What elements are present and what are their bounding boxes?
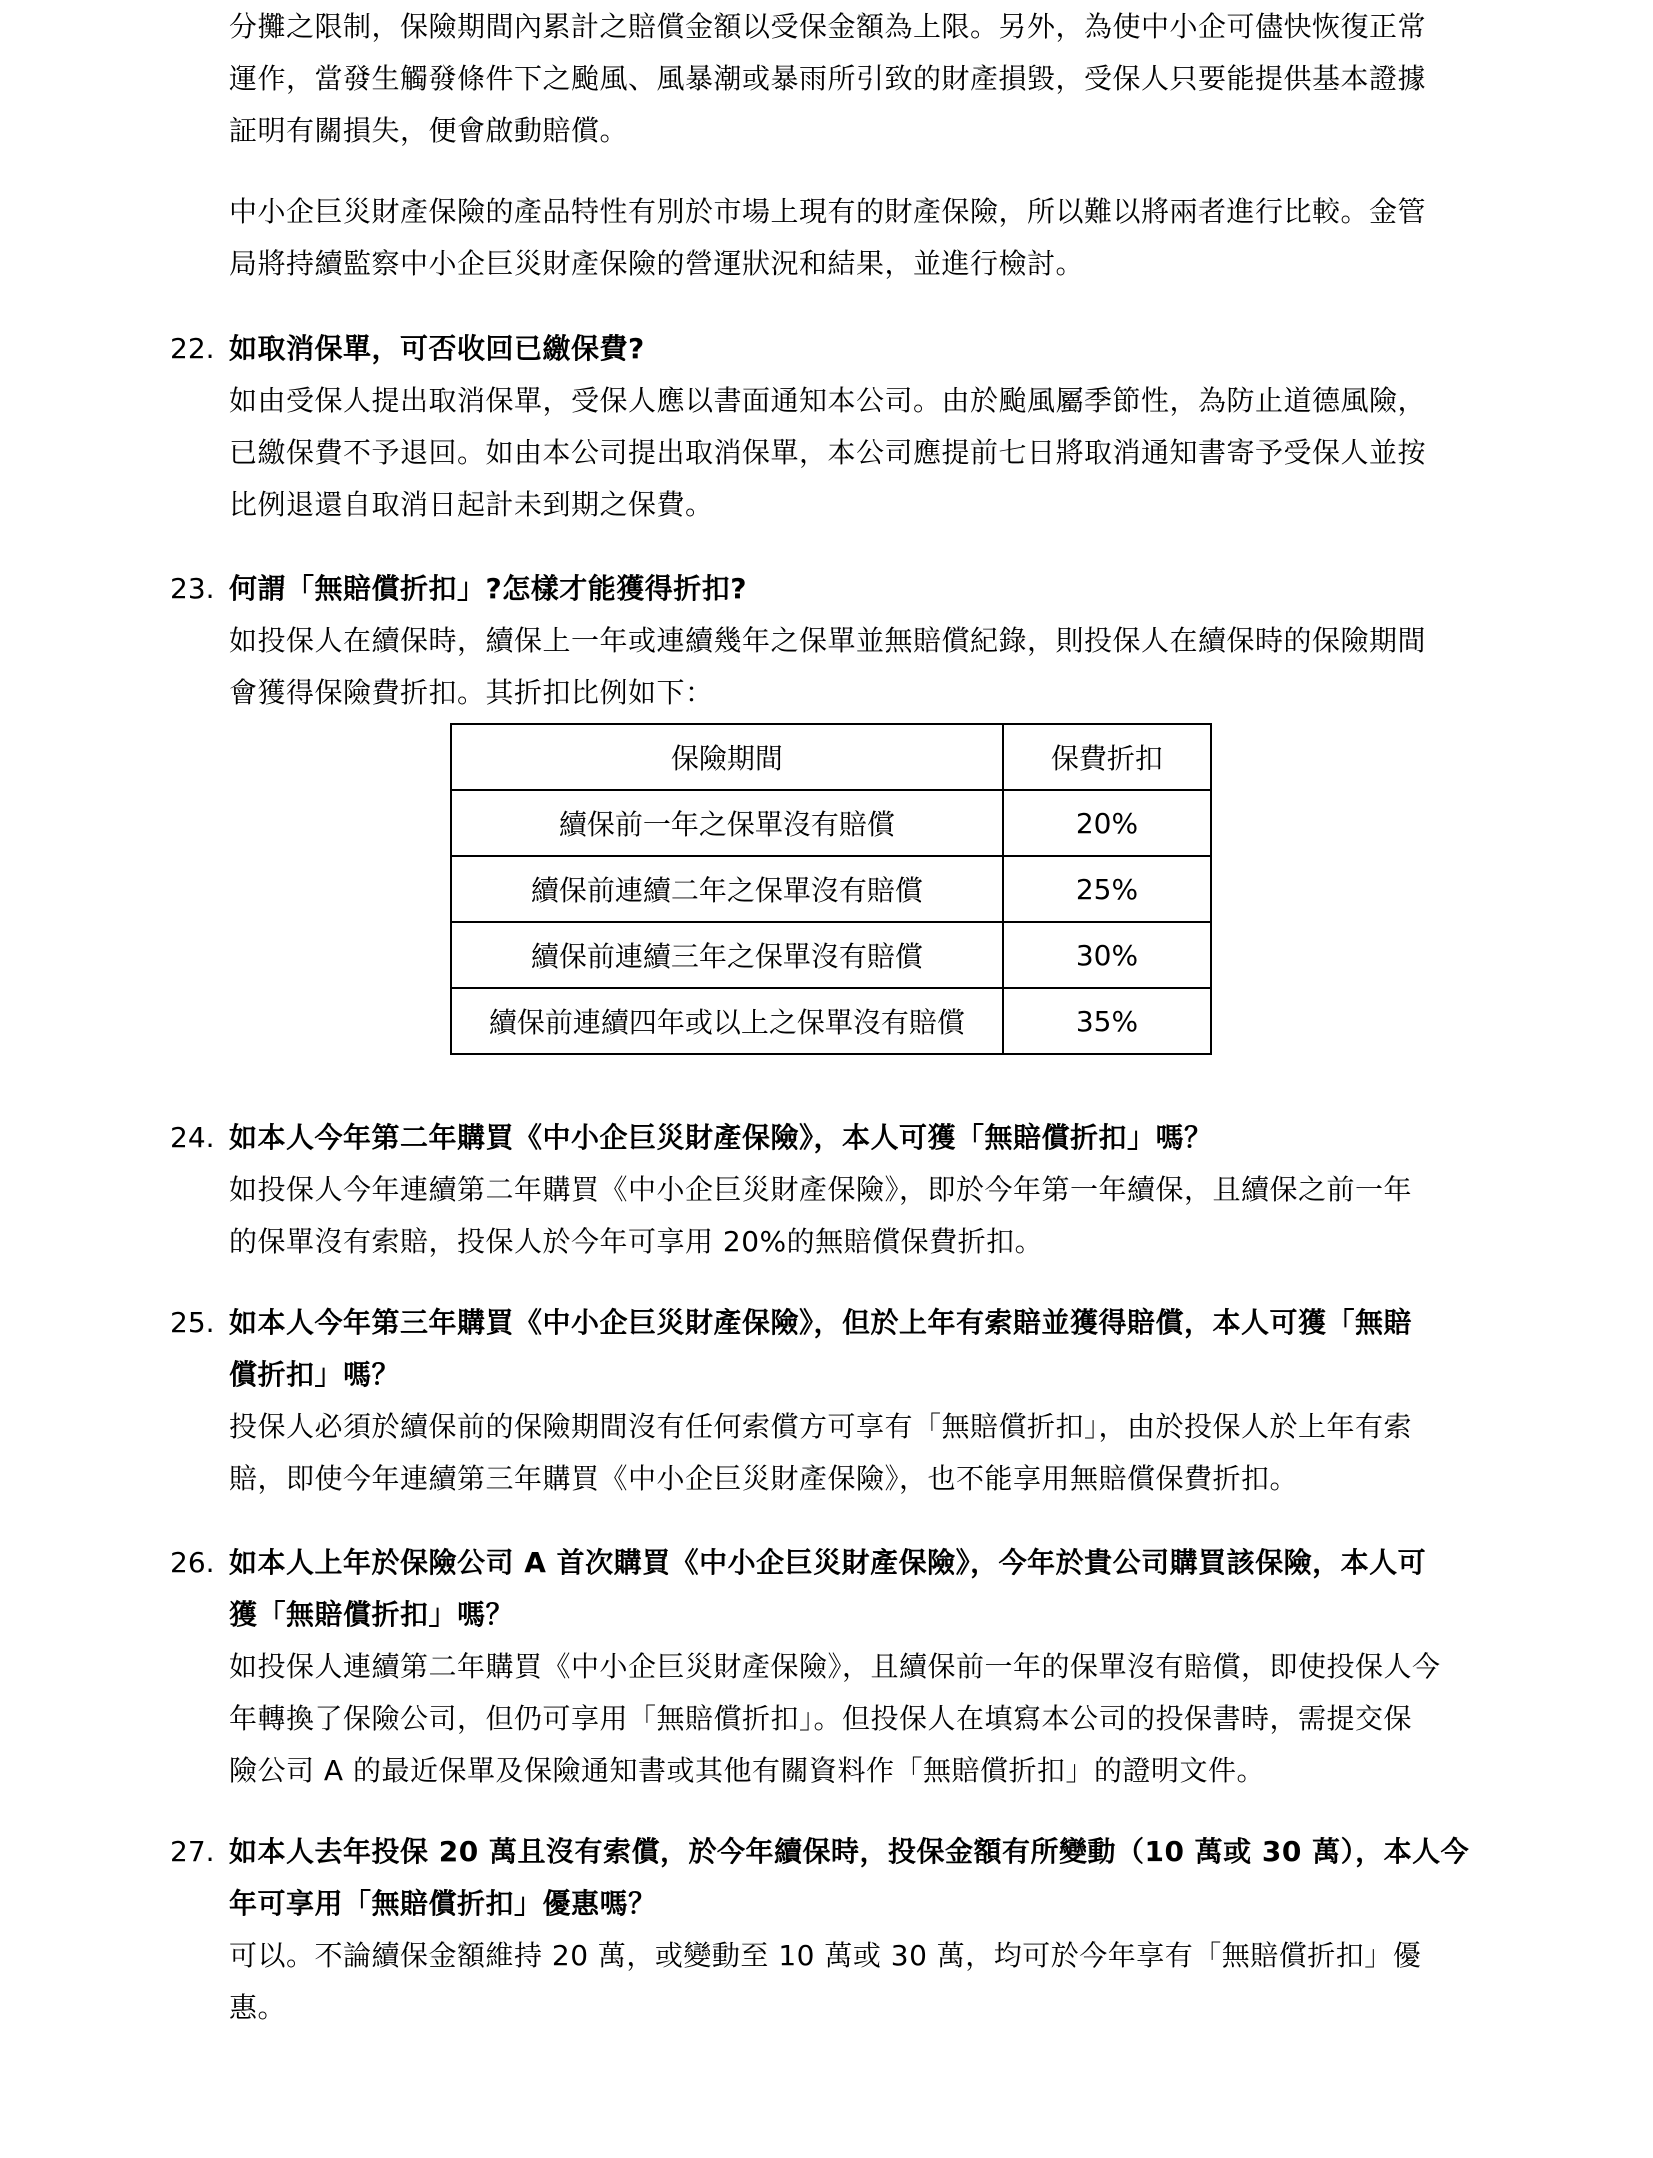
- text-line: 中小企巨災財產保險的產品特性有別於市場上現有的財產保險，所以難以將兩者進行比較。金管: [229, 195, 1427, 228]
- question-number: 22.: [170, 332, 215, 365]
- text-line: 的保單沒有索賠，投保人於今年可享用 20%的無賠償保費折扣。: [229, 1225, 1044, 1258]
- table-cell: 續保前連續四年或以上之保單沒有賠償: [451, 988, 1003, 1054]
- text-line: 如投保人在續保時，續保上一年或連續幾年之保單並無賠償紀錄，則投保人在續保時的保險期間: [229, 624, 1427, 657]
- question-number: 26.: [170, 1546, 215, 1579]
- table-header-cell: 保費折扣: [1003, 724, 1211, 790]
- text-line: 如本人今年第二年購買《中小企巨災財產保險》，本人可獲「無賠償折扣」嗎？: [229, 1121, 1213, 1154]
- text-line: 何謂「無賠償折扣」?怎樣才能獲得折扣?: [229, 572, 747, 605]
- text-line: 償折扣」嗎？: [229, 1358, 401, 1391]
- text-line: 年可享用「無賠償折扣」優惠嗎？: [229, 1887, 657, 1920]
- text-line: 險公司 A 的最近保單及保險通知書或其他有關資料作「無賠償折扣」的證明文件。: [229, 1754, 1265, 1787]
- table-row: [451, 988, 1211, 1054]
- text-line: 如投保人今年連續第二年購買《中小企巨災財產保險》，即於今年第一年續保，且續保之前一年: [229, 1173, 1413, 1206]
- question-answer: [229, 615, 1504, 719]
- table-cell: 20%: [1003, 790, 1211, 856]
- question-title: [229, 323, 1504, 375]
- question-title: [229, 1297, 1504, 1401]
- table-cell: 30%: [1003, 922, 1211, 988]
- question-title: [229, 1112, 1504, 1164]
- text-line: 証明有關損失，便會啟動賠償。: [229, 114, 629, 147]
- text-line: 如本人去年投保 20 萬且沒有索償，於今年續保時，投保金額有所變動（10 萬或 30 萬），本人今: [229, 1835, 1470, 1868]
- text-line: 如本人上年於保險公司 A 首次購買《中小企巨災財產保險》，今年於貴公司購買該保險，本人可: [229, 1546, 1427, 1579]
- table-header-row: [451, 724, 1211, 790]
- text-line: 會獲得保險費折扣。其折扣比例如下：: [229, 676, 714, 709]
- text-line: 賠，即使今年連續第三年購買《中小企巨災財產保險》，也不能享用無賠償保費折扣。: [229, 1462, 1299, 1495]
- text-line: 可以。不論續保金額維持 20 萬，或變動至 10 萬或 30 萬，均可於今年享有「無賠償折扣」優: [229, 1939, 1422, 1972]
- question-answer: [229, 1641, 1504, 1797]
- question-answer: [229, 1164, 1504, 1268]
- table-cell: 35%: [1003, 988, 1211, 1054]
- table-row: [451, 856, 1211, 922]
- table-cell: 25%: [1003, 856, 1211, 922]
- question-number: 25.: [170, 1306, 215, 1339]
- question-title: [229, 1826, 1504, 1930]
- discount-table: [450, 723, 1212, 1055]
- question-answer: [229, 1930, 1504, 2034]
- intro-paragraph-1: [229, 1, 1504, 157]
- text-line: 投保人必須於續保前的保險期間沒有任何索償方可享有「無賠償折扣」，由於投保人於上年有索: [229, 1410, 1413, 1443]
- table-row: [451, 922, 1211, 988]
- question-number: 24.: [170, 1121, 215, 1154]
- text-line: 如投保人連續第二年購買《中小企巨災財產保險》，且續保前一年的保單沒有賠償，即使投保人今: [229, 1650, 1441, 1683]
- question-title: [229, 563, 1504, 615]
- text-line: 如由受保人提出取消保單，受保人應以書面通知本公司。由於颱風屬季節性，為防止道德風險，: [229, 384, 1427, 417]
- text-line: 惠。: [229, 1991, 287, 2024]
- question-number: 23.: [170, 572, 215, 605]
- question-answer: [229, 375, 1504, 531]
- text-line: 年轉換了保險公司，但仍可享用「無賠償折扣」。但投保人在填寫本公司的投保書時，需提交保: [229, 1702, 1413, 1735]
- question-answer: [229, 1401, 1504, 1505]
- text-line: 如本人今年第三年購買《中小企巨災財產保險》，但於上年有索賠並獲得賠償，本人可獲「無賠: [229, 1306, 1413, 1339]
- table-cell: 續保前連續二年之保單沒有賠償: [451, 856, 1003, 922]
- text-line: 運作，當發生觸發條件下之颱風、風暴潮或暴雨所引致的財產損毀，受保人只要能提供基本證據: [229, 62, 1427, 95]
- intro-paragraph-2: [229, 186, 1504, 290]
- text-line: 已繳保費不予退回。如由本公司提出取消保單，本公司應提前七日將取消通知書寄予受保人並按: [229, 436, 1427, 469]
- text-line: 獲「無賠償折扣」嗎？: [229, 1598, 515, 1631]
- text-line: 比例退還自取消日起計未到期之保費。: [229, 488, 714, 521]
- text-line: 分攤之限制，保險期間內累計之賠償金額以受保金額為上限。另外，為使中小企可儘快恢復正常: [229, 10, 1427, 43]
- table-cell: 續保前連續三年之保單沒有賠償: [451, 922, 1003, 988]
- question-title: [229, 1537, 1504, 1641]
- table-header-cell: 保險期間: [451, 724, 1003, 790]
- table-row: [451, 790, 1211, 856]
- text-line: 局將持續監察中小企巨災財產保險的營運狀況和結果，並進行檢討。: [229, 247, 1085, 280]
- text-line: 如取消保單，可否收回已繳保費?: [229, 332, 645, 365]
- table-cell: 續保前一年之保單沒有賠償: [451, 790, 1003, 856]
- question-number: 27.: [170, 1835, 215, 1868]
